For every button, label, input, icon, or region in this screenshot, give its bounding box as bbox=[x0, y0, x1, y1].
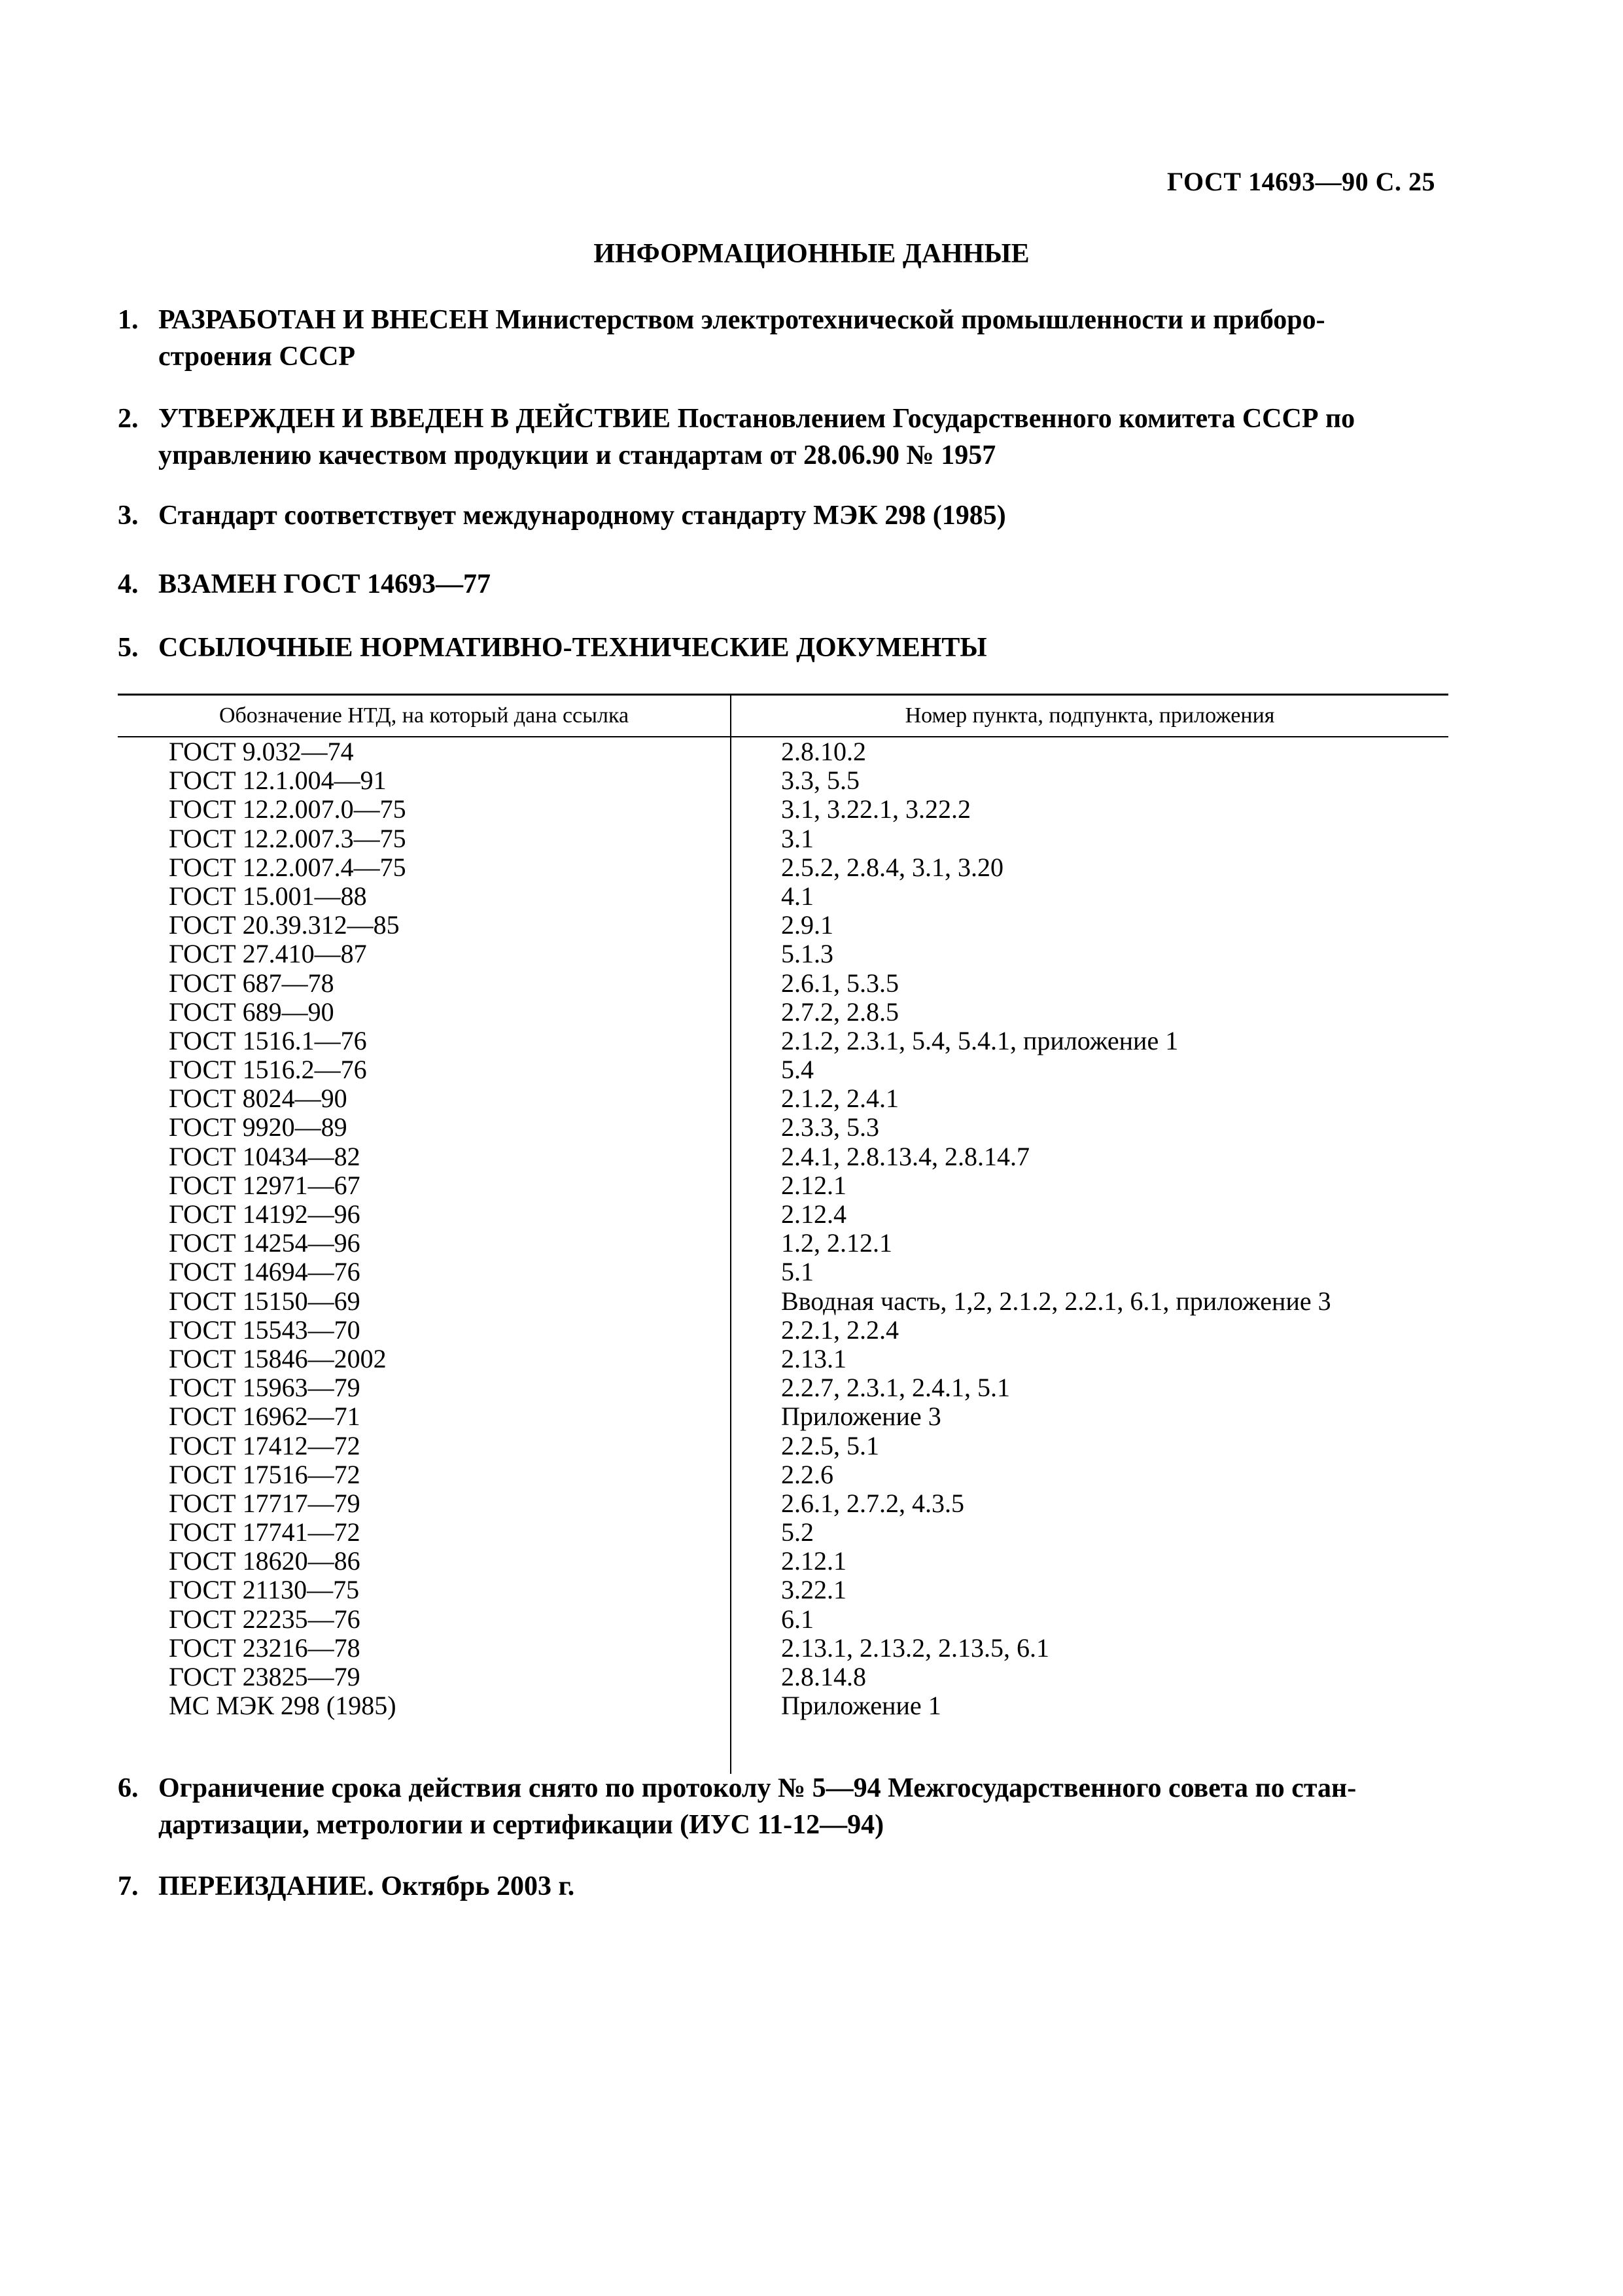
cell-document: ГОСТ 17741—72 bbox=[169, 1517, 360, 1547]
table-row bbox=[118, 1055, 1448, 1084]
cell-document: ГОСТ 8024—90 bbox=[169, 1084, 347, 1114]
cell-clause: 2.1.2, 2.4.1 bbox=[781, 1084, 899, 1114]
cell-clause: 2.8.14.8 bbox=[781, 1662, 866, 1691]
info-item-1 bbox=[118, 302, 1448, 375]
cell-document: ГОСТ 9.032—74 bbox=[169, 737, 354, 766]
cell-document: ГОСТ 16962—71 bbox=[169, 1402, 360, 1432]
cell-document: ГОСТ 17412—72 bbox=[169, 1430, 360, 1460]
cell-document: ГОСТ 17516—72 bbox=[169, 1459, 360, 1489]
cell-clause: 3.1, 3.22.1, 3.22.2 bbox=[781, 794, 971, 824]
cell-clause: 2.13.1, 2.13.2, 2.13.5, 6.1 bbox=[781, 1633, 1049, 1663]
item-number: 4. bbox=[118, 569, 139, 599]
item-number: 6. bbox=[118, 1773, 139, 1803]
table-row bbox=[118, 998, 1448, 1027]
cell-document: ГОСТ 14254—96 bbox=[169, 1228, 360, 1258]
table-row bbox=[118, 969, 1448, 998]
info-item-3 bbox=[118, 497, 1448, 534]
item-number: 7. bbox=[118, 1871, 139, 1901]
cell-clause: Приложение 3 bbox=[781, 1402, 941, 1432]
cell-clause: 3.22.1 bbox=[781, 1575, 846, 1605]
cell-document: ГОСТ 18620—86 bbox=[169, 1546, 360, 1576]
item-text: ВЗАМЕН ГОСТ 14693—77 bbox=[158, 569, 491, 599]
info-item-6 bbox=[118, 1770, 1448, 1843]
item-lead: УТВЕРЖДЕН И ВВЕДЕН В ДЕЙСТВИЕ bbox=[158, 404, 671, 434]
cell-clause: 2.2.6 bbox=[781, 1459, 833, 1489]
cell-clause: 2.12.1 bbox=[781, 1170, 846, 1200]
table-row bbox=[118, 1316, 1448, 1345]
table-row bbox=[118, 1518, 1448, 1547]
table-row bbox=[118, 1200, 1448, 1229]
item-number: 2. bbox=[118, 404, 139, 434]
cell-document: ГОСТ 14192—96 bbox=[169, 1199, 360, 1229]
table-row bbox=[118, 882, 1448, 911]
info-item-5 bbox=[118, 629, 1448, 666]
table-row bbox=[118, 940, 1448, 968]
table-row bbox=[118, 1460, 1448, 1489]
table-row bbox=[118, 1605, 1448, 1634]
cell-document: ГОСТ 1516.2—76 bbox=[169, 1055, 367, 1085]
cell-document: ГОСТ 12.2.007.0—75 bbox=[169, 794, 406, 824]
item-number: 1. bbox=[118, 305, 139, 335]
table-header bbox=[118, 696, 1448, 737]
table-row bbox=[118, 1084, 1448, 1113]
item-text-cont: управлению качеством продукции и стандартам от 28.06.90 № 1957 bbox=[158, 440, 996, 470]
table-row bbox=[118, 1576, 1448, 1604]
cell-clause: 5.1 bbox=[781, 1257, 814, 1287]
cell-document: ГОСТ 15543—70 bbox=[169, 1315, 360, 1345]
info-item-2 bbox=[118, 400, 1448, 474]
cell-clause: Вводная часть, 1,2, 2.1.2, 2.2.1, 6.1, приложение 3 bbox=[781, 1286, 1331, 1316]
cell-clause: 2.2.7, 2.3.1, 2.4.1, 5.1 bbox=[781, 1373, 1010, 1403]
info-item-7 bbox=[118, 1868, 1448, 1905]
item-text-cont: дартизации, метрологии и сертификации (ИУС 11-12—94) bbox=[158, 1810, 884, 1840]
table-row bbox=[118, 824, 1448, 853]
table-row bbox=[118, 1489, 1448, 1518]
table-row bbox=[118, 1142, 1448, 1171]
item-text: Министерством электротехнической промышленности и приборо- bbox=[495, 305, 1325, 335]
cell-clause: 2.2.5, 5.1 bbox=[781, 1430, 879, 1460]
reference-table bbox=[118, 694, 1448, 1720]
column-header-document: Обозначение НТД, на который дана ссылка bbox=[118, 696, 731, 736]
cell-clause: 5.4 bbox=[781, 1055, 814, 1085]
cell-document: ГОСТ 15846—2002 bbox=[169, 1343, 387, 1373]
cell-document: ГОСТ 1516.1—76 bbox=[169, 1025, 367, 1055]
cell-document: ГОСТ 17717—79 bbox=[169, 1488, 360, 1518]
cell-clause: 2.3.3, 5.3 bbox=[781, 1112, 879, 1142]
table-row bbox=[118, 1691, 1448, 1720]
info-item-4 bbox=[118, 566, 1448, 603]
cell-clause: 3.1 bbox=[781, 823, 814, 853]
cell-clause: 2.1.2, 2.3.1, 5.4, 5.4.1, приложение 1 bbox=[781, 1025, 1179, 1055]
cell-clause: 2.9.1 bbox=[781, 910, 833, 940]
cell-clause: 1.2, 2.12.1 bbox=[781, 1228, 892, 1258]
table-row bbox=[118, 1547, 1448, 1576]
table-row bbox=[118, 1287, 1448, 1316]
cell-document: ГОСТ 12971—67 bbox=[169, 1170, 360, 1200]
table-row bbox=[118, 1634, 1448, 1663]
cell-document: ГОСТ 23825—79 bbox=[169, 1662, 360, 1691]
table-row bbox=[118, 795, 1448, 824]
item-text: Стандарт соответствует международному стандарту МЭК 298 (1985) bbox=[158, 501, 1006, 531]
table-row bbox=[118, 766, 1448, 795]
cell-clause: 2.2.1, 2.2.4 bbox=[781, 1315, 899, 1345]
item-number: 5. bbox=[118, 633, 139, 663]
cell-document: ГОСТ 12.2.007.3—75 bbox=[169, 823, 406, 853]
cell-document: ГОСТ 20.39.312—85 bbox=[169, 910, 400, 940]
item-text: ПЕРЕИЗДАНИЕ. Октябрь 2003 г. bbox=[158, 1871, 575, 1901]
cell-clause: 2.12.4 bbox=[781, 1199, 846, 1229]
table-row bbox=[118, 1432, 1448, 1460]
cell-clause: 2.12.1 bbox=[781, 1546, 846, 1576]
cell-document: ГОСТ 687—78 bbox=[169, 968, 334, 998]
cell-clause: 2.13.1 bbox=[781, 1343, 846, 1373]
table-row bbox=[118, 737, 1448, 766]
column-header-clause: Номер пункта, подпункта, приложения bbox=[905, 703, 1275, 728]
cell-document: ГОСТ 9920—89 bbox=[169, 1112, 347, 1142]
column-divider bbox=[730, 737, 731, 1774]
item-text: Ограничение срока действия снято по протоколу № 5—94 Межгосударственного совета по стан- bbox=[158, 1773, 1357, 1803]
table-row bbox=[118, 1113, 1448, 1142]
table-row bbox=[118, 853, 1448, 882]
page-header: ГОСТ 14693—90 С. 25 bbox=[1166, 167, 1435, 196]
cell-document: ГОСТ 12.1.004—91 bbox=[169, 766, 387, 796]
item-text-cont: строения СССР bbox=[158, 342, 356, 372]
cell-document: ГОСТ 10434—82 bbox=[169, 1141, 360, 1171]
table-row bbox=[118, 1373, 1448, 1402]
table-row bbox=[118, 1027, 1448, 1055]
cell-document: ГОСТ 689—90 bbox=[169, 997, 334, 1027]
table-row bbox=[118, 1402, 1448, 1431]
cell-clause: 2.7.2, 2.8.5 bbox=[781, 997, 899, 1027]
table-row bbox=[118, 1229, 1448, 1258]
cell-clause: 3.3, 5.5 bbox=[781, 766, 860, 796]
cell-clause: 2.4.1, 2.8.13.4, 2.8.14.7 bbox=[781, 1141, 1030, 1171]
cell-document: ГОСТ 22235—76 bbox=[169, 1604, 360, 1634]
table-row bbox=[118, 1345, 1448, 1373]
cell-document: ГОСТ 23216—78 bbox=[169, 1633, 360, 1663]
item-number: 3. bbox=[118, 501, 139, 531]
cell-clause: 5.1.3 bbox=[781, 939, 833, 969]
table-row bbox=[118, 1171, 1448, 1200]
cell-clause: Приложение 1 bbox=[781, 1691, 941, 1721]
cell-clause: 6.1 bbox=[781, 1604, 814, 1634]
cell-document: МС МЭК 298 (1985) bbox=[169, 1691, 396, 1721]
item-lead: РАЗРАБОТАН И ВНЕСЕН bbox=[158, 305, 489, 335]
cell-document: ГОСТ 14694—76 bbox=[169, 1257, 360, 1287]
cell-document: ГОСТ 15150—69 bbox=[169, 1286, 360, 1316]
cell-clause: 2.5.2, 2.8.4, 3.1, 3.20 bbox=[781, 852, 1003, 882]
item-text: ССЫЛОЧНЫЕ НОРМАТИВНО-ТЕХНИЧЕСКИЕ ДОКУМЕНТЫ bbox=[158, 633, 987, 663]
cell-clause: 5.2 bbox=[781, 1517, 814, 1547]
cell-clause: 2.6.1, 5.3.5 bbox=[781, 968, 899, 998]
cell-document: ГОСТ 15.001—88 bbox=[169, 881, 367, 911]
table-row bbox=[118, 1258, 1448, 1286]
cell-clause: 4.1 bbox=[781, 881, 814, 911]
cell-document: ГОСТ 27.410—87 bbox=[169, 939, 367, 969]
table-body bbox=[118, 737, 1448, 1720]
item-text: Постановлением Государственного комитета СССР по bbox=[677, 404, 1355, 434]
cell-clause: 2.8.10.2 bbox=[781, 737, 866, 766]
cell-clause: 2.6.1, 2.7.2, 4.3.5 bbox=[781, 1488, 964, 1518]
table-row bbox=[118, 911, 1448, 940]
cell-document: ГОСТ 15963—79 bbox=[169, 1373, 360, 1403]
cell-document: ГОСТ 12.2.007.4—75 bbox=[169, 852, 406, 882]
document-title: ИНФОРМАЦИОННЫЕ ДАННЫЕ bbox=[593, 239, 1030, 269]
cell-document: ГОСТ 21130—75 bbox=[169, 1575, 360, 1605]
table-row bbox=[118, 1663, 1448, 1691]
